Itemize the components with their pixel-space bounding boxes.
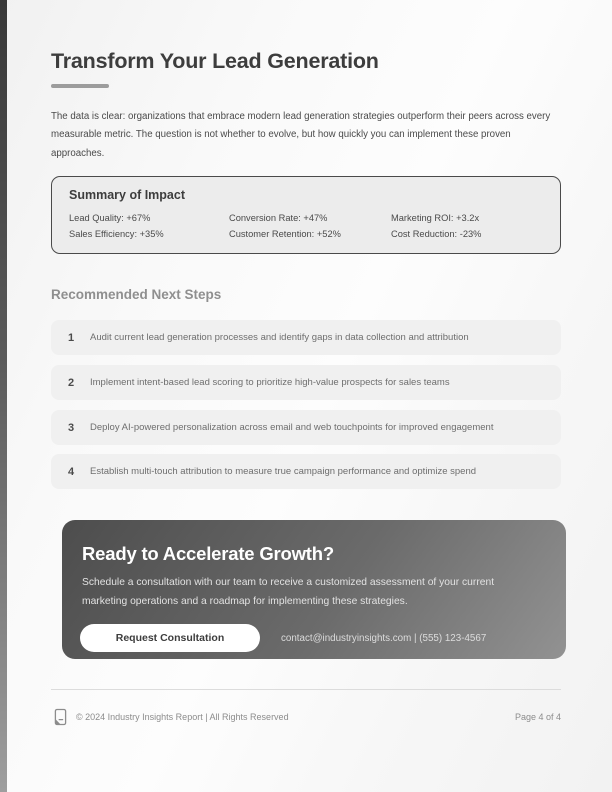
step-number: 4	[68, 465, 75, 478]
step-number: 2	[68, 376, 75, 389]
next-steps-heading: Recommended Next Steps	[51, 287, 222, 302]
cta-action-row	[80, 624, 566, 652]
step-number: 3	[68, 421, 75, 434]
metric-sales-efficiency: Sales Efficiency: +35%	[69, 228, 164, 239]
metric-conversion-rate: Conversion Rate: +47%	[229, 213, 328, 223]
cta-heading: Ready to Accelerate Growth?	[82, 543, 334, 564]
step-text: Deploy AI-powered personalization across email and web touchpoints for improved engagement	[90, 422, 494, 433]
cta-card	[62, 520, 566, 659]
page-title: Transform Your Lead Generation	[51, 49, 379, 73]
cta-body-text: Schedule a consultation with our team to receive a customized assessment of your current marketing operations and a roadmap for implementing these strategies.	[82, 577, 495, 607]
footer-divider	[51, 689, 561, 690]
metric-cost-reduction: Cost Reduction: -23%	[391, 228, 482, 239]
page-accent-strip	[0, 0, 7, 792]
metric-marketing-roi: Marketing ROI: +3.2x	[391, 213, 480, 223]
step-number: 1	[68, 331, 75, 344]
step-text: Establish multi-touch attribution to measure true campaign performance and optimize spend	[90, 466, 477, 477]
title-underline	[51, 84, 109, 88]
metric-customer-retention: Customer Retention: +52%	[229, 228, 341, 239]
metric-lead-quality: Lead Quality: +67%	[69, 213, 151, 223]
step-text: Audit current lead generation processes and identify gaps in data collection and attribution	[90, 332, 469, 343]
request-consultation-button[interactable]: Request Consultation	[80, 624, 260, 652]
cta-contact-info: contact@industryinsights.com | (555) 123-4567	[281, 632, 487, 644]
step-text: Implement intent-based lead scoring to prioritize high-value prospects for sales teams	[90, 377, 450, 388]
step-row-1	[51, 320, 561, 355]
step-row-3	[51, 410, 561, 445]
summary-box-title: Summary of Impact	[69, 188, 186, 202]
footer-copyright: © 2024 Industry Insights Report | All Rights Reserved	[76, 712, 289, 722]
summary-of-impact-box	[51, 176, 561, 254]
footer-page-number: Page 4 of 4	[514, 712, 561, 722]
summary-metrics-grid	[69, 211, 550, 243]
document-icon	[52, 708, 69, 731]
step-row-4	[51, 454, 561, 489]
intro-paragraph: The data is clear: organizations that embrace modern lead generation strategies outperform their peers across every measurable metric. The question is not whether to evolve, but how quickly you can implement these proven approaches.	[51, 111, 551, 159]
step-row-2	[51, 365, 561, 400]
